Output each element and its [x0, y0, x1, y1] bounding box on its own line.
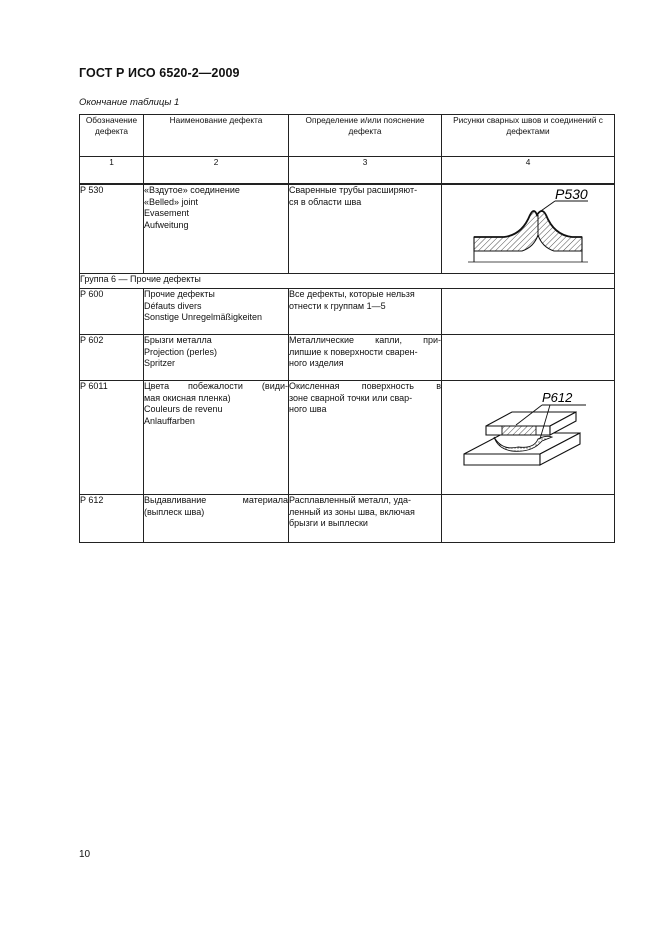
column-number-row [80, 157, 615, 185]
defect-definition [289, 289, 442, 335]
defect-name: Цвета побежалости (види- [144, 381, 288, 391]
defect-name: Projection (perles) [144, 346, 218, 357]
defect-name: Evasement [144, 208, 190, 218]
column-header: Обозначение дефекта [80, 115, 144, 157]
defect-name: «Вздутое» соединение [144, 185, 240, 195]
definition-line: ного шва [289, 404, 327, 414]
table-header-row [80, 115, 615, 157]
definition-line: ся в области шва [289, 196, 362, 207]
spot-weld-figure [442, 381, 614, 494]
belled-joint-figure [442, 185, 614, 273]
document-title: ГОСТ Р ИСО 6520-2—2009 [79, 66, 240, 80]
column-header: Определение и/или пояснение дефекта [289, 115, 442, 157]
defect-code: P 602 [80, 335, 144, 381]
defect-figure [442, 381, 615, 495]
defect-name: Anlauffarben [144, 415, 195, 426]
definition-line: Все дефекты, которые нельзя [289, 289, 415, 299]
group-heading-row [80, 274, 615, 289]
defect-name: Sonstige Unregelmäßigkeiten [144, 312, 263, 322]
defect-name: Прочие дефекты [144, 289, 215, 299]
defect-name: Выдавливание материала [144, 495, 288, 505]
defect-names [144, 335, 289, 381]
definition-line: брызги и выплески [289, 518, 368, 528]
defect-names [144, 289, 289, 335]
definition-line: Окисленная поверхность в [289, 381, 441, 391]
definition-line: отнести к группам 1—5 [289, 300, 386, 311]
defect-names [144, 495, 289, 543]
defect-figure-empty [442, 495, 615, 543]
defect-code: P 6011 [80, 381, 144, 495]
figure-label: P530 [555, 186, 588, 202]
defect-definition [289, 335, 442, 381]
table-row [80, 335, 615, 381]
defect-name: Couleurs de revenu [144, 404, 223, 414]
figure-label: P612 [542, 390, 573, 405]
definition-line: ного изделия [289, 358, 344, 368]
group-heading: Группа 6 — Прочие дефекты [80, 274, 615, 289]
defect-names [144, 184, 289, 274]
table-caption: Окончание таблицы 1 [79, 97, 180, 108]
defect-name: мая окисная пленка) [144, 392, 231, 403]
column-number: 2 [144, 157, 289, 185]
definition-line: Металлические капли, при- [289, 335, 441, 345]
defect-name: (выплеск шва) [144, 506, 205, 517]
defect-name: Aufweitung [144, 219, 189, 230]
defect-figure [442, 184, 615, 274]
definition-line: Сваренные трубы расширяют- [289, 185, 418, 195]
defect-definition [289, 184, 442, 274]
defect-figure-empty [442, 289, 615, 335]
definition-line: зоне сварной точки или свар- [289, 392, 413, 403]
defect-name: Spritzer [144, 358, 176, 368]
defect-name: Брызги металла [144, 335, 212, 345]
table-row [80, 184, 615, 274]
defect-code: P 600 [80, 289, 144, 335]
column-header: Рисунки сварных швов и соединений с дефектами [442, 115, 615, 157]
column-number: 4 [442, 157, 615, 185]
defect-figure-empty [442, 335, 615, 381]
table-row [80, 381, 615, 495]
defect-definition [289, 381, 442, 495]
defect-names [144, 381, 289, 495]
definition-line: липшие к поверхности сварен- [289, 346, 418, 357]
column-number: 3 [289, 157, 442, 185]
definition-line: ленный из зоны шва, включая [289, 506, 415, 517]
defect-code: P 530 [80, 184, 144, 274]
defects-table [79, 114, 615, 543]
column-number: 1 [80, 157, 144, 185]
table-row [80, 289, 615, 335]
defect-definition [289, 495, 442, 543]
definition-line: Расплавленный металл, уда- [289, 495, 411, 505]
column-header: Наименование дефекта [144, 115, 289, 157]
table-row [80, 495, 615, 543]
defect-code: P 612 [80, 495, 144, 543]
defect-name: «Belled» joint [144, 196, 199, 207]
defect-name: Défauts divers [144, 300, 202, 311]
page-number: 10 [79, 849, 91, 860]
